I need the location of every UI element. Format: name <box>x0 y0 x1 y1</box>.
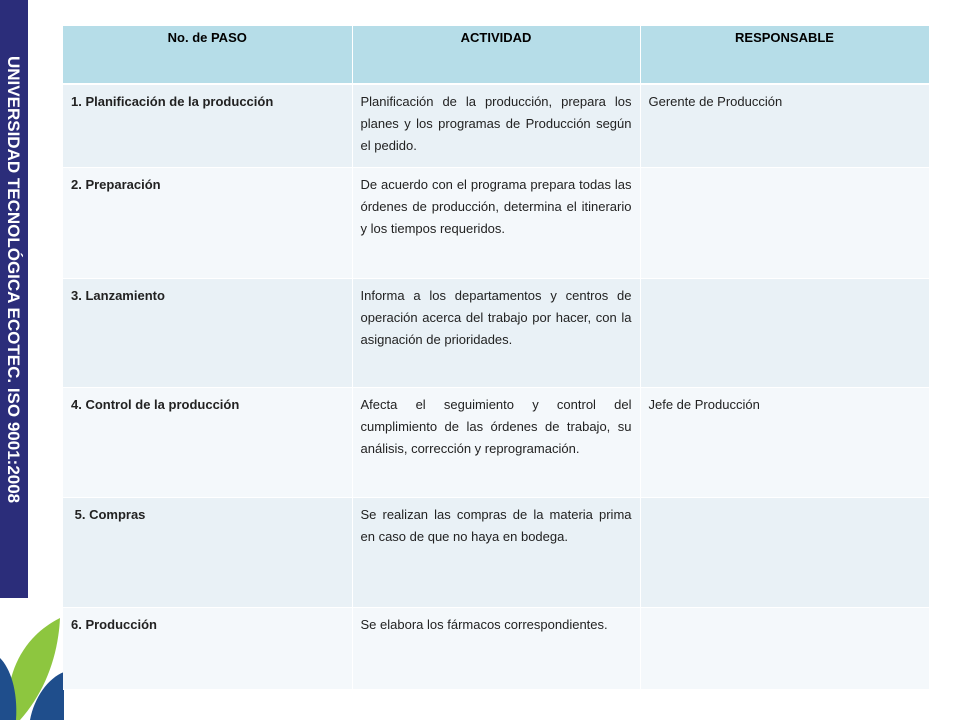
activity-cell: Informa a los departamentos y centros de operación acerca del trabajo por hacer, con la asignación de prioridades. <box>352 278 640 387</box>
step-cell: 2. Preparación <box>63 167 352 278</box>
responsible-cell <box>640 607 929 689</box>
table-row <box>63 607 929 689</box>
responsible-cell: Jefe de Producción <box>640 387 929 497</box>
step-cell: 4. Control de la producción <box>63 387 352 497</box>
production-steps-table <box>63 26 930 690</box>
activity-cell: De acuerdo con el programa prepara todas las órdenes de producción, determina el itinerario y los tiempos requeridos. <box>352 167 640 278</box>
header-responsible: RESPONSABLE <box>640 26 929 84</box>
header-activity: ACTIVIDAD <box>352 26 640 84</box>
table-row <box>63 278 929 387</box>
step-cell: 1. Planificación de la producción <box>63 84 352 167</box>
activity-cell: Afecta el seguimiento y control del cumplimiento de las órdenes de trabajo, su análisis, corrección y reprogramación. <box>352 387 640 497</box>
step-cell: 5. Compras <box>63 497 352 607</box>
responsible-cell <box>640 167 929 278</box>
table-row <box>63 497 929 607</box>
table-header-row <box>63 26 929 84</box>
step-cell: 6. Producción <box>63 607 352 689</box>
table-row <box>63 167 929 278</box>
side-banner <box>0 0 28 610</box>
university-logo <box>0 598 64 720</box>
banner-text: UNIVERSIDAD TECNOLÓGICA ECOTEC. ISO 9001:2008 <box>4 56 23 504</box>
responsible-cell: Gerente de Producción <box>640 84 929 167</box>
responsible-cell <box>640 278 929 387</box>
activity-cell: Se elabora los fármacos correspondientes. <box>352 607 640 689</box>
step-cell: 3. Lanzamiento <box>63 278 352 387</box>
table-row <box>63 84 929 167</box>
responsible-cell <box>640 497 929 607</box>
activity-cell: Se realizan las compras de la materia prima en caso de que no haya en bodega. <box>352 497 640 607</box>
table-row <box>63 387 929 497</box>
activity-cell: Planificación de la producción, prepara los planes y los programas de Producción según el pedido. <box>352 84 640 167</box>
header-step: No. de PASO <box>63 26 352 84</box>
